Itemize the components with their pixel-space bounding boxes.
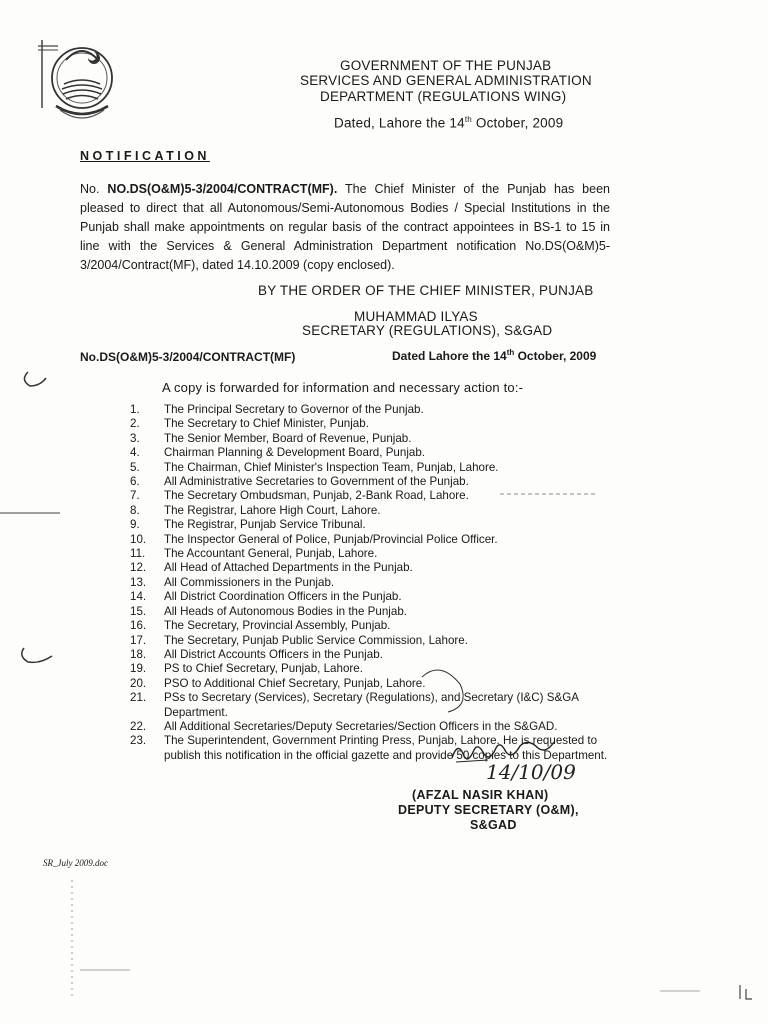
recipient-text: PS to Chief Secretary, Punjab, Lahore. [164, 662, 363, 676]
recipient-number: 21. [130, 691, 147, 705]
recipient-text: All Heads of Autonomous Bodies in the Punjab. [164, 604, 407, 618]
recipient-number: 10. [130, 532, 147, 546]
punjab-emblem-logo [36, 36, 118, 128]
recipient-text: All Administrative Secretaries to Government of the Punjab. [164, 475, 469, 489]
recipient-item [130, 533, 630, 547]
recipient-text: The Registrar, Lahore High Court, Lahore. [164, 503, 381, 517]
recipient-item [130, 403, 630, 417]
recipient-number: 8. [130, 503, 140, 517]
footer-filename: SR_July 2009.doc [43, 858, 108, 868]
notification-text: The Chief Minister of the Punjab has been pleased to direct that all Autonomous/Semi-Autonomous Bodies / Special Institutions in the Punjab shall make appointments on regular basis of the contract appointees in BS-1 to 15 in line with the Services & General Administration Department notification No.DS(O&M)5-3/2004/Contract(MF), dated 14.10.2009 (copy enclosed). [80, 182, 610, 272]
recipient-text: The Registrar, Punjab Service Tribunal. [164, 518, 366, 532]
notification-body [80, 180, 610, 275]
header-government: GOVERNMENT OF THE PUNJAB [340, 58, 552, 73]
by-order-line: BY THE ORDER OF THE CHIEF MINISTER, PUNJAB [258, 283, 594, 298]
recipient-text: All Head of Attached Departments in the Punjab. [164, 561, 413, 575]
recipient-item [130, 662, 630, 676]
recipient-item [130, 677, 630, 691]
recipient-number: 13. [130, 575, 147, 589]
recipient-number: 3. [130, 431, 140, 445]
recipient-number: 16. [130, 619, 147, 633]
recipient-text: The Secretary to Chief Minister, Punjab. [164, 417, 369, 431]
recipient-text: All Additional Secretaries/Deputy Secretaries/Section Officers in the S&GAD. [164, 719, 558, 733]
recipient-number: 2. [130, 417, 140, 431]
recipient-number: 18. [130, 647, 147, 661]
recipient-item [130, 518, 630, 532]
recipient-number: 11. [130, 547, 146, 561]
deputy-name: (AFZAL NASIR KHAN) [412, 788, 549, 802]
recipient-item [130, 576, 630, 590]
recipient-text: All District Coordination Officers in the Punjab. [164, 590, 402, 604]
header-department: SERVICES AND GENERAL ADMINISTRATION [300, 73, 592, 88]
signature-date: 14/10/09 [486, 760, 576, 784]
recipient-item [130, 432, 630, 446]
recipient-item [130, 561, 630, 575]
recipient-text: The Principal Secretary to Governor of the Punjab. [164, 403, 424, 416]
signatory-title: SECRETARY (REGULATIONS), S&GAD [302, 323, 553, 338]
recipient-text: The Secretary, Provincial Assembly, Punjab. [164, 619, 391, 633]
recipient-number: 19. [130, 662, 147, 676]
recipient-text: The Superintendent, Government Printing Press, Punjab, Lahore. He is requested to publish this notification in the official gazette and provide 50 copies to this Department. [164, 734, 608, 762]
recipient-item [130, 504, 630, 518]
recipient-number: 5. [130, 460, 140, 474]
recipient-text: The Secretary Ombudsman, Punjab, 2-Bank Road, Lahore. [164, 489, 469, 503]
deputy-dept: S&GAD [470, 818, 517, 832]
recipient-text: All Commissioners in the Punjab. [164, 575, 335, 589]
recipient-number: 9. [130, 518, 140, 532]
recipient-text: PSs to Secretary (Services), Secretary (Regulations), and Secretary (I&C) S&GA Department. [164, 691, 579, 719]
recipient-item [130, 590, 630, 604]
recipient-item [130, 547, 630, 561]
recipient-number: 23. [130, 734, 147, 748]
recipient-number: 12. [130, 561, 147, 575]
recipient-number: 20. [130, 676, 147, 690]
recipient-item [130, 446, 630, 460]
recipient-number: 15. [130, 604, 147, 618]
recipient-text: The Secretary, Punjab Public Service Commission, Lahore. [164, 633, 468, 647]
recipient-list [130, 403, 630, 763]
copy-reference-no: No.DS(O&M)5-3/2004/CONTRACT(MF) [80, 350, 296, 364]
recipient-item [130, 619, 630, 633]
signatory-name: MUHAMMAD ILYAS [354, 309, 478, 324]
notification-no-label: No. [80, 182, 100, 196]
recipient-text: The Senior Member, Board of Revenue, Punjab. [164, 431, 412, 445]
recipient-item [130, 691, 630, 720]
recipient-item [130, 417, 630, 431]
recipient-number: 14. [130, 590, 147, 604]
recipient-number: 4. [130, 446, 140, 460]
recipient-text: All District Accounts Officers in the Punjab. [164, 647, 383, 661]
recipient-text: PSO to Additional Chief Secretary, Punjab, Lahore. [164, 676, 426, 690]
recipient-item [130, 648, 630, 662]
recipient-text: The Chairman, Chief Minister's Inspection Team, Punjab, Lahore. [164, 460, 499, 474]
notification-number: NO.DS(O&M)5-3/2004/CONTRACT(MF). [107, 182, 338, 196]
deputy-title: DEPUTY SECRETARY (O&M), [398, 803, 579, 817]
copy-intro: A copy is forwarded for information and necessary action to:- [162, 380, 524, 395]
header-wing: DEPARTMENT (REGULATIONS WING) [320, 89, 567, 104]
recipient-number: 7. [130, 489, 140, 503]
recipient-item [130, 461, 630, 475]
recipient-item [130, 605, 630, 619]
recipient-item [130, 634, 630, 648]
recipient-number: 1. [130, 403, 140, 416]
recipient-number: 22. [130, 719, 147, 733]
recipient-item [130, 475, 630, 489]
recipient-item [130, 489, 630, 503]
recipient-text: The Accountant General, Punjab, Lahore. [164, 547, 378, 561]
copy-reference-date: Dated Lahore the 14th October, 2009 [392, 348, 597, 363]
recipient-text: Chairman Planning & Development Board, Punjab. [164, 446, 426, 460]
header-date: Dated, Lahore the 14th October, 2009 [334, 115, 564, 131]
recipient-text: The Inspector General of Police, Punjab/Provincial Police Officer. [164, 532, 498, 546]
recipient-number: 17. [130, 633, 147, 647]
recipient-number: 6. [130, 475, 140, 489]
notification-title: NOTIFICATION [80, 149, 210, 163]
